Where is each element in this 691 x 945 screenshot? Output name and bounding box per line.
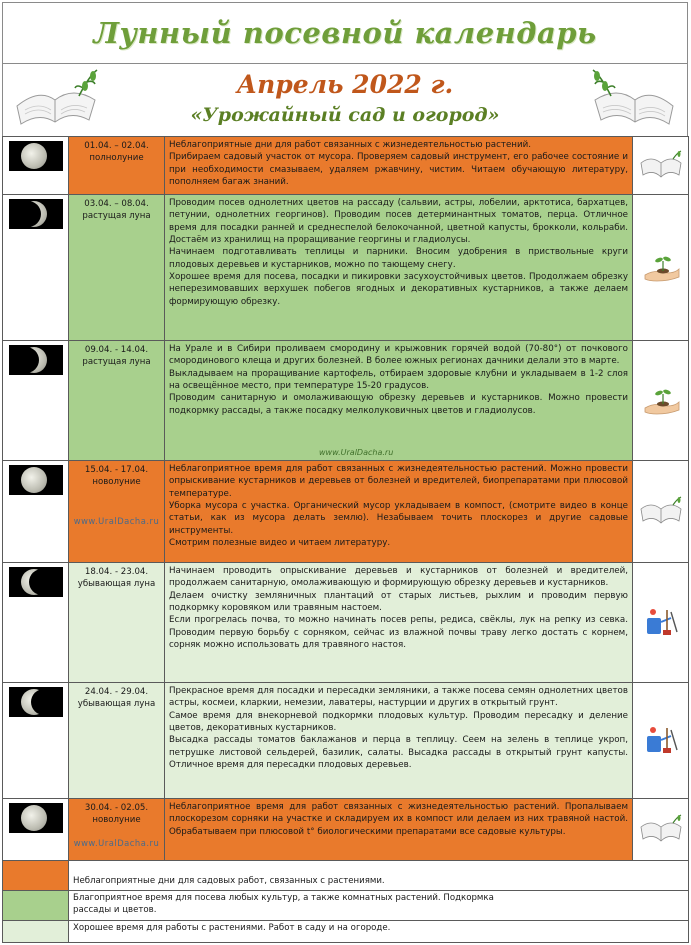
moon-cell — [3, 799, 69, 861]
paragraph: Хорошее время для посева, посадки и пикировки засухоустойчивых цветов. Продолжаем обрезку неперезимовавших верхушек побегов ягодных и декоративных кустарников, а также делаем формирующую обрезку. — [169, 272, 628, 307]
table-row — [3, 137, 689, 195]
date-cell — [69, 683, 165, 799]
paragraph: Неблагоприятное время для работ связанных с жизнедеятельностью растений. Пропалываем плоскорезом сорняки на участке и складируем их в компост или делаем из них травяной настой. Обрабатываем при плюсовой t° биологическими препаратами все садовые культуры. — [169, 802, 628, 837]
paragraph: Самое время для внекорневой подкормки плодовых культур. Проводим пересадку и деление цветов, декоративных кустарников. — [169, 710, 628, 734]
new-moon-icon — [9, 465, 63, 495]
date-range: 24.04. - 29.04. — [84, 687, 149, 697]
text-cell — [165, 799, 633, 861]
icon-cell — [633, 563, 689, 683]
date-range: 30.04. - 02.05. — [84, 803, 149, 813]
icon-cell — [633, 341, 689, 461]
waxing-moon-icon — [9, 345, 63, 375]
text-cell — [165, 563, 633, 683]
paragraph: На Урале и в Сибири проливаем смородину и крыжовник горячей водой (70-80°) от почкового смородинового клеща и других болезней. В более южных регионах дачники делали это в марте. — [169, 344, 628, 367]
icon-cell — [633, 461, 689, 563]
site-label: www.UralDacha.ru — [73, 837, 160, 848]
paragraph: Начинаем подготавливать теплицы и парники. Вносим удобрения в приствольные круги плодовых деревьев и кустарников, можно по тающему снегу. — [169, 247, 628, 270]
text-cell — [165, 461, 633, 563]
waning-moon-icon — [9, 687, 63, 717]
table-row — [3, 683, 689, 799]
new-moon-icon — [9, 803, 63, 833]
garden-tools-icon — [641, 722, 681, 756]
paragraph: Если прогрелась почва, то можно начинать посев репы, редиса, свёклы, лук на репку из севка. Проводим первую борьбу с сорняком, сейчас из влажной почвы траву легко достать с корнем, сорняк можно использовать для травяного настоя. — [169, 615, 628, 651]
paragraph: Неблагоприятное время для работ связанных с жизнедеятельностью растений. Можно провести опрыскивание кустарников и деревьев от болезней и вредителей, биопрепаратами при плюсовой температуре. — [169, 464, 628, 499]
date-cell — [69, 563, 165, 683]
text-cell — [165, 341, 633, 461]
paragraph: Прекрасное время для посадки и пересадки земляники, а также посева семян однолетних цветов астры, космеи, кларкии, немезии, лаватеры, настурции и других в открытый грунт. — [169, 686, 628, 709]
moon-phase: растущая луна — [82, 357, 151, 368]
paragraph: Проводим посев однолетних цветов на рассаду (сальвии, астры, лобелии, арктотиса, бархатцев, петунии, однолетних георгинов). Проводим посев детерминантных томатов, перца. Отличное время для посадки ранней и среднеспелой белокочанной, цветной капусты, брокколи, кольраби. Достаём из хранилищ на проращивание георгины и гладиолусы. — [169, 198, 628, 246]
book-icon — [639, 149, 683, 179]
date-cell — [69, 195, 165, 341]
legend-text: Неблагоприятные дни для садовых работ, связанных с растениями. — [69, 861, 689, 891]
text-cell — [165, 195, 633, 341]
waning-moon-icon — [9, 567, 63, 597]
full-moon-icon — [9, 141, 63, 171]
date-cell — [69, 461, 165, 563]
moon-phase: растущая луна — [82, 211, 151, 222]
moon-cell — [3, 341, 69, 461]
moon-phase: убывающая луна — [77, 579, 156, 590]
date-range: 03.04. – 08.04. — [84, 199, 149, 209]
moon-cell — [3, 195, 69, 341]
legend-row — [3, 861, 689, 891]
moon-cell — [3, 137, 69, 195]
moon-cell — [3, 683, 69, 799]
date-cell — [69, 341, 165, 461]
seedling-hand-icon — [641, 382, 681, 416]
month-title: Апрель 2022 г. — [236, 70, 454, 99]
date-range: 01.04. – 02.04. — [84, 141, 149, 151]
paragraph: Уборка мусора с участка. Органический мусор укладываем в компост, (смотрите видео в конце статьи, как из мусора делать землю). Незабываем точить плоскорез и другие садовые инструменты. — [169, 501, 628, 536]
date-range: 09.04. - 14.04. — [84, 345, 149, 355]
paragraph: Проводим санитарную и омолаживающую обрезку деревьев и кустарников. Можно провести подкормку рассады, а также посадку мелколуковичных цветов и гладиолусов. — [169, 393, 628, 416]
subheader — [2, 64, 688, 136]
date-range: 18.04. - 23.04. — [84, 567, 149, 577]
text-cell — [165, 683, 633, 799]
book-icon — [639, 813, 683, 843]
icon-cell — [633, 683, 689, 799]
moon-cell — [3, 563, 69, 683]
icon-cell — [633, 137, 689, 195]
icon-cell — [633, 195, 689, 341]
waxing-moon-icon — [9, 199, 63, 229]
site-label: www.UralDacha.ru — [73, 515, 160, 526]
paragraph: Начинаем проводить опрыскивание деревьев и кустарников от болезней и вредителей, продолжаем санитарную, омолаживающую и формирующую обрезку деревьев и кустарников. — [169, 566, 628, 589]
book-right-icon — [589, 66, 681, 134]
paragraph: Высадка рассады томатов баклажанов и перца в теплицу. Сеем на зелень в теплице укроп, петрушке листовой сельдерей, базилик, салаты. Высадка рассады в открытый грунт капусты. Отличное время для пересадки плодовых деревьев. — [169, 735, 628, 771]
moon-phase: полнолуние — [89, 153, 144, 164]
paragraph: Делаем очистку земляничных плантаций от старых листьев, рыхлим и проводим первую подкормку коровяком или травяным настоем. — [169, 590, 628, 614]
date-range: 15.04. - 17.04. — [84, 465, 149, 475]
legend-swatch — [3, 891, 69, 921]
text-cell — [165, 137, 633, 195]
legend-text: Благоприятное время для посева любых культур, а также комнатных растений. Подкормка рассады и цветов. — [69, 891, 689, 921]
book-icon — [639, 495, 683, 525]
legend-row — [3, 921, 689, 943]
table-row — [3, 799, 689, 861]
paragraph: Выкладываем на проращивание картофель, отбираем здоровые клубни и укладываем в 1-2 слоя на освещённое место, при температуре 15-20 градусов. — [169, 368, 628, 392]
moon-phase: новолуние — [92, 477, 141, 488]
watermark: www.UralDacha.ru — [319, 447, 394, 457]
moon-cell — [3, 461, 69, 563]
table-row — [3, 195, 689, 341]
page-title: Лунный посевной календарь — [93, 16, 597, 50]
date-cell — [69, 137, 165, 195]
legend-swatch — [3, 861, 69, 891]
moon-phase: новолуние — [92, 815, 141, 826]
legend-swatch — [3, 921, 69, 943]
paragraph: Неблагоприятные дни для работ связанных с жизнедеятельностью растений. — [169, 140, 532, 150]
calendar-table — [2, 136, 689, 943]
date-cell — [69, 799, 165, 861]
title-box — [2, 2, 688, 64]
garden-tools-icon — [641, 604, 681, 638]
table-row — [3, 461, 689, 563]
legend-text: Хорошее время для работы с растениями. Работ в саду и на огороде. — [69, 921, 689, 943]
moon-phase: убывающая луна — [77, 699, 156, 710]
paragraph: Прибираем садовый участок от мусора. Проверяем садовый инструмент, его рабочее состояние и при необходимости смазываем, удаляем ржавчину, чистим. Читаем обучающую литературу, пополняем багаж знаний. — [169, 152, 628, 188]
seedling-hand-icon — [641, 249, 681, 283]
icon-cell — [633, 799, 689, 861]
calendar-subtitle: «Урожайный сад и огород» — [190, 104, 500, 126]
table-row — [3, 563, 689, 683]
legend-row — [3, 891, 689, 921]
paragraph: Смотрим полезные видео и читаем литературу. — [169, 538, 391, 549]
table-row — [3, 341, 689, 461]
